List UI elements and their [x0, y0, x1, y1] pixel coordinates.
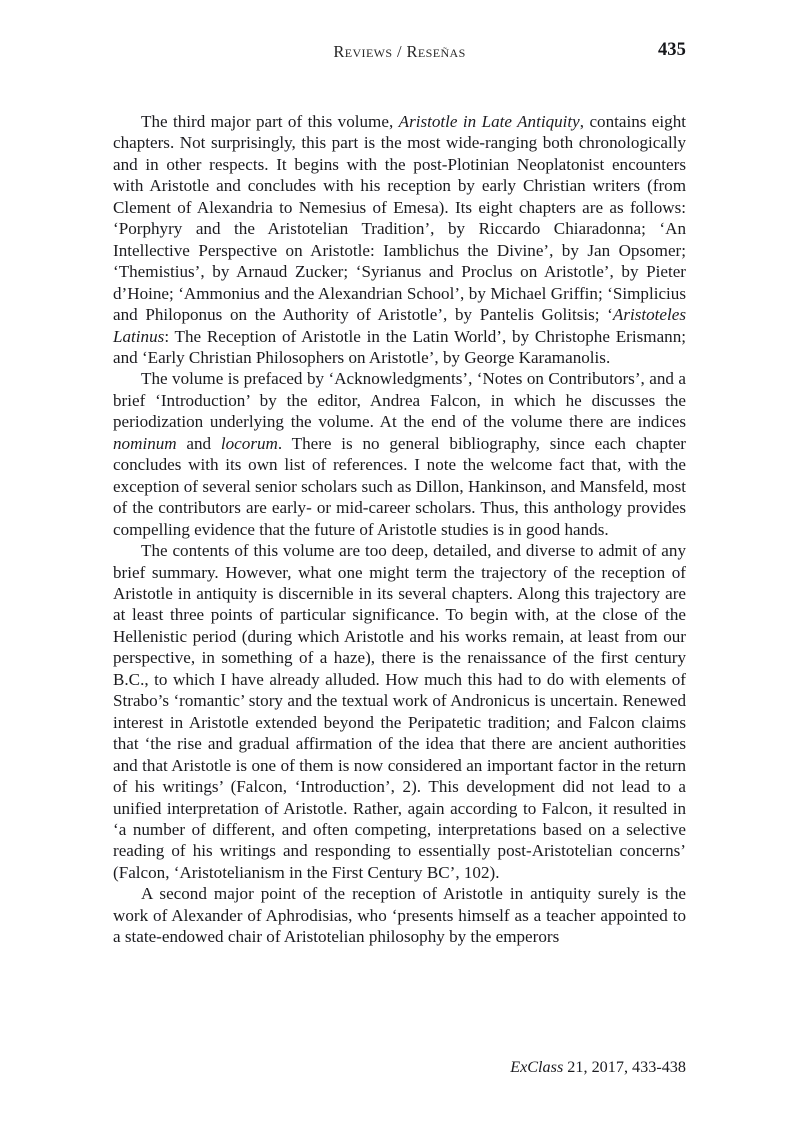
- para-1-run-2: , contains eight chapters. Not surprisingly, this part is the most wide-ranging both chronologically and in other respects. It begins with the post-Plotinian Neoplatonist encounters with Aristotle and concludes with his reception by early Christian writers (from Clement of Alexandria to Nemesius of Emesa). Its eight chapters are as follows: ‘Porphyry and the Aristotelian Tradition’, by Riccardo Chiaradonna; ‘An Intellective Perspective on Aristotle: Iamblichus the Divine’, by Jan Opsomer; ‘Themistius’, by Arnaud Zucker; ‘Syrianus and Proclus on Aristotle’, by Pieter d’Hoine; ‘Ammonius and the Alexandrian School’, by Michael Griffin; ‘Simplicius and Philoponus on the Authority of Aristotle’, by Pantelis Golitsis; ‘: [113, 112, 686, 325]
- body-text: [113, 111, 686, 948]
- para-1-run-4: : The Reception of Aristotle in the Latin World’, by Christophe Erismann; and ‘Early Christian Philosophers on Aristotle’, by George Karamanolis.: [113, 326, 686, 367]
- para-2: [113, 368, 686, 540]
- para-1-run-0: The third major part of this volume,: [141, 112, 399, 131]
- para-1: [113, 111, 686, 368]
- running-head: [113, 42, 686, 68]
- para-1-run-1: Aristotle in Late Antiquity: [398, 112, 580, 131]
- para-3-run-0: The contents of this volume are too deep, detailed, and diverse to admit of any brief summary. However, what one might term the trajectory of the reception of Aristotle in antiquity is discernible in its several chapters. Along this trajectory are at least three points of particular significance. To begin with, at the close of the Hellenistic period (during which Aristotle and his works remain, at least from our perspective, in something of a haze), there is the renaissance of the first century B.C., to which I have already alluded. How much this had to do with elements of Strabo’s ‘romantic’ story and the textual work of Andronicus is uncertain. Renewed interest in Aristotle extended beyond the Peripatetic tradition; and Falcon claims that ‘the rise and gradual affirmation of the idea that there are ancient authorities and that Aristotle is one of them is now considered an important factor in the return of his writings’ (Falcon, ‘Introduction’, 2). This development did not lead to a unified interpretation of Aristotle. Rather, again according to Falcon, it resulted in ‘a number of different, and often competing, interpretations based on a selective reading of his writings and responding to essentially post-Aristotelian concerns’ (Falcon, ‘Aristotelianism in the First Century BC’, 102).: [113, 541, 686, 882]
- footer-journal-name: ExClass: [510, 1058, 564, 1076]
- para-4: [113, 883, 686, 947]
- para-4-run-0: A second major point of the reception of Aristotle in antiquity surely is the work of Alexander of Aphrodisias, who ‘presents himself as a teacher appointed to a state-endowed chair of Aristotelian philosophy by the emperors: [113, 884, 686, 947]
- page-number: 435: [657, 40, 686, 60]
- footer-citation: 21, 2017, 433-438: [563, 1058, 686, 1076]
- running-head-title: Reviews / Reseñas: [333, 42, 466, 61]
- para-2-run-0: The volume is prefaced by ‘Acknowledgments’, ‘Notes on Contributors’, and a brief ‘Introduction’ by the editor, Andrea Falcon, in which he discusses the periodization underlying the volume. At the end of the volume there are indices: [113, 369, 686, 432]
- para-2-run-4: . There is no general bibliography, since each chapter concludes with its own list of references. I note the welcome fact that, with the exception of several senior scholars such as Dillon, Hankinson, and Mansfeld, most of the contributors are early- or mid-career scholars. Thus, this anthology provides compelling evidence that the future of Aristotle studies is in good hands.: [113, 433, 686, 539]
- para-2-run-1: nominum: [113, 433, 177, 453]
- para-1-run-3: Aristoteles Latinus: [113, 305, 686, 346]
- page-footer: [113, 1058, 686, 1077]
- para-2-run-3: locorum: [220, 433, 278, 453]
- para-2-run-2: and: [176, 433, 221, 453]
- para-3: [113, 540, 686, 883]
